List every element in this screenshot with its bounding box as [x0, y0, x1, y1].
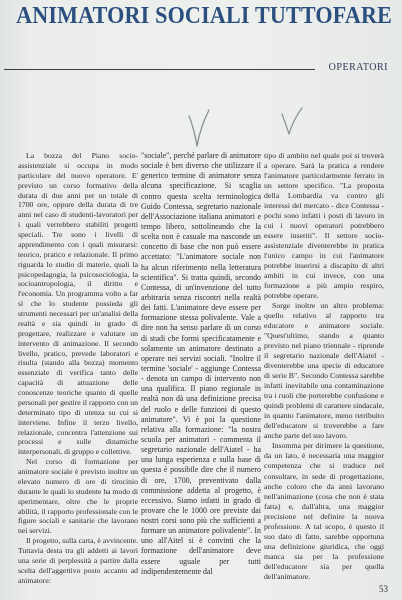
text-column-1 — [18, 151, 138, 586]
text-column-2 — [141, 151, 261, 577]
section-label: OPERATORI — [328, 62, 388, 73]
column-paragraph: Il progetto, sulla carta, è avvincente. Tuttavia desta tra gli addetti ai lavori una serie di perplessità a partire dalla scelta dell'aggettivo posto accanto ad animatore: — [18, 536, 138, 585]
column-paragraph: Nel corso di formazione per animatore sociale è previsto inoltre un elevato numero di ore di tirocinio durante le quali lo studente ha modo di sperimentare, oltre che le proprie abilità, il rapporto professionale con le figure sociali e sanitarie che lavorano nei servizi. — [18, 457, 138, 536]
column-paragraph: Sorge inoltre un altro problema: quello relativo al rapporto tra educatore e animatore sociale. "Quest'ultimo, stando a quanto previsto nel piano triennale - riprende il segretario nazionale dell'Aiatel - diventerebbe una specie di educatore di serie B". Secondo Contessa sarebbe infatti inevitabile una contaminazione tra i ruoli che porterebbe confusione e quindi problemi di carattere sindacale, in quanto l'animatore, meno retribuito dell'educatore si troverebbe a fare anche parte del suo lavoro. — [264, 301, 384, 441]
pencil-check-mark-left — [183, 108, 213, 152]
article-headline: ANIMATORI SOCIALI TUTTOFARE — [16, 3, 393, 29]
column-paragraph: "sociale", perché parlare di animatore sociale è ben diverso che utilizzare il generico termine di animatore senza alcuna specificazione. Si scaglia contro questa scelta terminologica Guido Contessa, segretario nazionale dell'Associazione italiana animatori e tempo libero, sottolineando che la scelta non è casuale ma nasconde un concetto di base che non può essere accettato: "L'animatore sociale non ha alcun riferimento nella letteratura scientifica". Si tratta quindi, secondo Contessa, di un'invenzione del tutto arbitraria senza riscontri nella realtà dei fatti. L'animatore deve essere per formazione stessa polivalente. Vale a dire non ha senso parlare di un corso di studi che formi specificatamente e solamente un animatore destinato a operare nei servizi sociali. "Inoltre il termine 'sociale' - aggiunge Contessa - denota un campo di intervento non una qualifica. Il piano regionale in realtà non dà una definizione precisa del ruolo e delle funzioni di questo animatore". Vi è poi la questione relativa alla formazione: "la nostra scuola per animatori - commenta il segretario nazionale dell'Aiatel - ha una lunga esperienza e sulla base di questa è possibile dire che il numero di ore, 1700, preventivato dalla commissione addetta al progetto, è eccessivo. Siamo infatti in grado di provare che le 1000 ore previste dai nostri corsi sono più che sufficienti a formare un animatore polivalente". In uno all'Aitel si è convinti che la formazione dell'animatore deve essere uguale per tutti indipendentemente dal — [141, 151, 261, 576]
header-divider — [4, 69, 315, 70]
column-paragraph: tipo di ambito nel quale poi si troverà a operare. Sarà la pratica a rendere l'animatore particolarmente ferrato in un settore specifico. "La proposta della Lombardia va contro gli interessi del mercato - dice Contessa - pochi sono infatti i posti di lavoro in cui i nuovi operatori potrebbero essere inseriti". Il settore socio-assistenziale diventerebbe in pratica l'unico campo in cui l'animatore potrebbe inserirsi a discapito di altri ambiti in cui invece, con una formazione a più ampio respiro, potrebbe operare. — [264, 151, 384, 301]
pencil-check-mark-right — [278, 104, 306, 140]
page-number: 53 — [379, 584, 388, 594]
text-column-3 — [264, 151, 384, 582]
column-paragraph: Insomma per dirimere la questione, da un lato, è necessaria una maggior competenza che si traduce nel consultare, in sede di progettazione, anche coloro che da anni lavorano nell'animazione (cosa che non è stata fatta) e, dall'altra, una maggior precisione nel definire la nuova professione. A tal scopo, è questo il suo dato di fatto, sarebbe opportuna una definizione giuridica, che oggi manca sia per la professione dell'educatore sia per quella dell'animatore. — [264, 441, 384, 581]
column-paragraph: La bozza del Piano socio-assistenziale si occupa in modo particolare del nuovo operatore. E' previsto un corso formativo della durata di due anni per un totale di 1700 ore, oppure della durata di tre anni nel caso di studenti-lavoratori per i quali verrebbero stabiliti progetti speciali. Tre sono i livelli di apprendimento con i quali misurarsi: teorico, pratico e relazionale. Il primo riguarda lo studio di materie, quali la psicopedagogia, la psicosociologia, la socioantropologia, il diritto e l'economia. Un programma volto a far sì che lo studente possieda gli strumenti necessari per un'analisi della realtà e sia quindi in grado di progettare, realizzare e valutare un intervento di animazione. Il secondo livello, pratico, prevede laboratori e risulta (stando alla bozza) momento essenziale di verifica tanto delle capacità di attuazione delle conoscenze teoriche quanto di quelle personali per gestire il rapporto con un determinato tipo di utenza su cui si interviene. Infine il terzo livello, relazionale, concentra l'attenzione sui processi e sulle dinamiche interpersonali, di gruppo e collettive. — [18, 151, 138, 457]
